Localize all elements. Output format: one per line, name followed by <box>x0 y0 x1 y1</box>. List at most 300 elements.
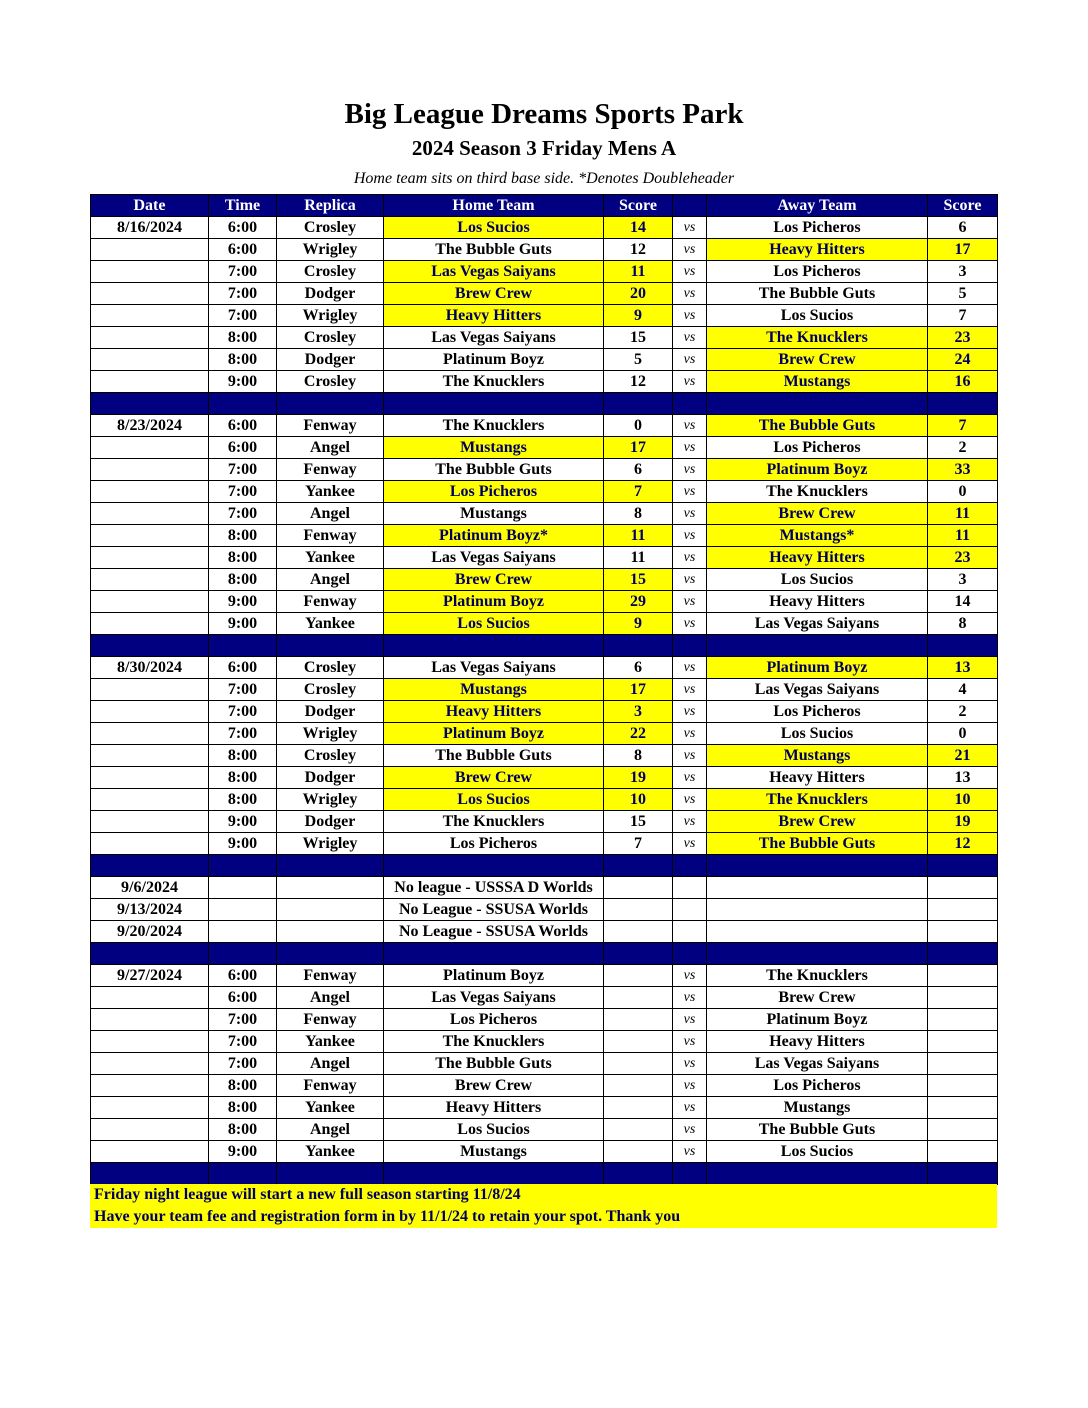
home-team-cell: Mustangs <box>384 437 604 459</box>
away-team-cell: The Knucklers <box>707 481 928 503</box>
date-cell: 9/27/2024 <box>91 965 209 987</box>
home-score-cell: 11 <box>604 547 673 569</box>
replica-cell: Wrigley <box>277 305 384 327</box>
away-team-cell: Los Picheros <box>707 1075 928 1097</box>
vs-cell: vs <box>673 1097 707 1119</box>
vs-cell: vs <box>673 657 707 679</box>
home-team-cell: The Bubble Guts <box>384 1053 604 1075</box>
home-team-cell: Mustangs <box>384 679 604 701</box>
separator-cell <box>91 943 209 965</box>
table-row <box>91 349 998 371</box>
away-score-cell: 11 <box>928 525 998 547</box>
away-score-cell: 7 <box>928 415 998 437</box>
replica-cell: Crosley <box>277 371 384 393</box>
away-team-cell: Mustangs <box>707 745 928 767</box>
time-cell: 7:00 <box>209 503 277 525</box>
table-row <box>91 679 998 701</box>
footer-line-2: Have your team fee and registration form in by 11/1/24 to retain your spot. Thank you <box>94 1208 681 1225</box>
separator-cell <box>707 943 928 965</box>
away-team-cell: Heavy Hitters <box>707 1031 928 1053</box>
home-team-cell: The Knucklers <box>384 811 604 833</box>
away-score-cell: 4 <box>928 679 998 701</box>
vs-cell: vs <box>673 1053 707 1075</box>
table-row <box>91 789 998 811</box>
separator-cell <box>277 393 384 415</box>
away-score-cell <box>928 965 998 987</box>
away-score-cell: 23 <box>928 547 998 569</box>
away-score-cell: 33 <box>928 459 998 481</box>
home-score-cell: 11 <box>604 261 673 283</box>
separator-cell <box>209 855 277 877</box>
table-row <box>91 569 998 591</box>
table-row <box>91 1031 998 1053</box>
separator-cell <box>384 635 604 657</box>
col-time: Time <box>209 195 277 217</box>
home-team-cell: Platinum Boyz <box>384 349 604 371</box>
time-cell: 8:00 <box>209 745 277 767</box>
away-team-cell <box>707 877 928 899</box>
away-score-cell <box>928 1075 998 1097</box>
table-row <box>91 239 998 261</box>
date-cell <box>91 1119 209 1141</box>
home-score-cell <box>604 1141 673 1163</box>
home-team-cell: Brew Crew <box>384 283 604 305</box>
date-cell <box>91 1009 209 1031</box>
header-row <box>91 195 998 217</box>
date-cell: 9/20/2024 <box>91 921 209 943</box>
time-cell <box>209 921 277 943</box>
vs-cell: vs <box>673 327 707 349</box>
time-cell: 7:00 <box>209 261 277 283</box>
away-score-cell <box>928 1097 998 1119</box>
home-team-cell: No League - SSUSA Worlds <box>384 899 604 921</box>
time-cell <box>209 877 277 899</box>
date-cell <box>91 261 209 283</box>
home-team-cell: Las Vegas Saiyans <box>384 547 604 569</box>
col-date: Date <box>91 195 209 217</box>
table-row <box>91 921 998 943</box>
separator-cell <box>384 1163 604 1185</box>
col-replica: Replica <box>277 195 384 217</box>
away-team-cell: The Bubble Guts <box>707 283 928 305</box>
home-score-cell: 10 <box>604 789 673 811</box>
home-score-cell: 15 <box>604 327 673 349</box>
away-team-cell: Las Vegas Saiyans <box>707 613 928 635</box>
table-row <box>91 1009 998 1031</box>
date-cell <box>91 789 209 811</box>
vs-cell: vs <box>673 613 707 635</box>
home-score-cell: 15 <box>604 811 673 833</box>
time-cell: 9:00 <box>209 591 277 613</box>
date-cell <box>91 371 209 393</box>
home-score-cell: 5 <box>604 349 673 371</box>
home-team-cell: Las Vegas Saiyans <box>384 987 604 1009</box>
home-team-cell: Las Vegas Saiyans <box>384 327 604 349</box>
home-team-cell: The Bubble Guts <box>384 239 604 261</box>
schedule-table <box>90 194 998 1185</box>
away-score-cell: 21 <box>928 745 998 767</box>
vs-cell: vs <box>673 371 707 393</box>
home-team-cell: The Bubble Guts <box>384 745 604 767</box>
home-team-cell: Heavy Hitters <box>384 305 604 327</box>
separator-cell <box>209 1163 277 1185</box>
date-cell <box>91 437 209 459</box>
home-team-cell: Los Picheros <box>384 833 604 855</box>
replica-cell: Fenway <box>277 591 384 613</box>
away-score-cell <box>928 1031 998 1053</box>
vs-cell: vs <box>673 569 707 591</box>
separator-row <box>91 635 998 657</box>
away-score-cell: 0 <box>928 481 998 503</box>
away-score-cell: 11 <box>928 503 998 525</box>
away-score-cell: 23 <box>928 327 998 349</box>
time-cell: 9:00 <box>209 1141 277 1163</box>
replica-cell: Crosley <box>277 327 384 349</box>
date-cell <box>91 283 209 305</box>
home-score-cell: 12 <box>604 239 673 261</box>
separator-cell <box>707 393 928 415</box>
replica-cell: Fenway <box>277 525 384 547</box>
time-cell: 6:00 <box>209 657 277 679</box>
table-row <box>91 437 998 459</box>
vs-cell: vs <box>673 745 707 767</box>
replica-cell: Wrigley <box>277 723 384 745</box>
table-row <box>91 503 998 525</box>
away-team-cell: Brew Crew <box>707 987 928 1009</box>
away-team-cell: The Bubble Guts <box>707 1119 928 1141</box>
home-team-cell: Brew Crew <box>384 767 604 789</box>
replica-cell: Dodger <box>277 283 384 305</box>
home-team-cell: Las Vegas Saiyans <box>384 657 604 679</box>
vs-cell: vs <box>673 547 707 569</box>
time-cell: 7:00 <box>209 679 277 701</box>
home-score-cell: 12 <box>604 371 673 393</box>
table-row <box>91 1141 998 1163</box>
time-cell: 8:00 <box>209 789 277 811</box>
date-cell <box>91 745 209 767</box>
away-score-cell: 24 <box>928 349 998 371</box>
away-team-cell: Los Sucios <box>707 569 928 591</box>
time-cell: 7:00 <box>209 305 277 327</box>
home-team-cell: Los Sucios <box>384 217 604 239</box>
away-team-cell <box>707 899 928 921</box>
home-team-cell: Platinum Boyz <box>384 965 604 987</box>
separator-cell <box>384 943 604 965</box>
home-score-cell: 14 <box>604 217 673 239</box>
table-row <box>91 613 998 635</box>
time-cell: 7:00 <box>209 481 277 503</box>
replica-cell: Fenway <box>277 415 384 437</box>
vs-cell: vs <box>673 437 707 459</box>
away-score-cell: 16 <box>928 371 998 393</box>
replica-cell: Dodger <box>277 767 384 789</box>
date-cell: 8/16/2024 <box>91 217 209 239</box>
replica-cell: Yankee <box>277 1097 384 1119</box>
separator-row <box>91 943 998 965</box>
away-team-cell: Brew Crew <box>707 811 928 833</box>
separator-row <box>91 855 998 877</box>
replica-cell: Angel <box>277 1119 384 1141</box>
date-cell <box>91 239 209 261</box>
table-row <box>91 415 998 437</box>
away-team-cell: Platinum Boyz <box>707 1009 928 1031</box>
home-score-cell <box>604 987 673 1009</box>
time-cell: 8:00 <box>209 767 277 789</box>
home-score-cell: 29 <box>604 591 673 613</box>
page-title: Big League Dreams Sports Park <box>344 98 744 130</box>
away-score-cell: 13 <box>928 657 998 679</box>
separator-cell <box>209 943 277 965</box>
away-score-cell: 3 <box>928 569 998 591</box>
away-team-cell: The Knucklers <box>707 789 928 811</box>
home-team-cell: The Knucklers <box>384 1031 604 1053</box>
home-team-cell: The Knucklers <box>384 371 604 393</box>
away-score-cell: 19 <box>928 811 998 833</box>
table-row <box>91 283 998 305</box>
away-team-cell: The Bubble Guts <box>707 833 928 855</box>
separator-cell <box>707 855 928 877</box>
home-team-cell: Platinum Boyz <box>384 591 604 613</box>
away-team-cell: Heavy Hitters <box>707 547 928 569</box>
table-row <box>91 217 998 239</box>
replica-cell: Yankee <box>277 481 384 503</box>
table-row <box>91 745 998 767</box>
table-row <box>91 833 998 855</box>
replica-cell: Angel <box>277 437 384 459</box>
replica-cell <box>277 899 384 921</box>
vs-cell: vs <box>673 811 707 833</box>
replica-cell: Dodger <box>277 811 384 833</box>
home-score-cell <box>604 965 673 987</box>
date-cell <box>91 547 209 569</box>
home-score-cell: 7 <box>604 481 673 503</box>
replica-cell: Crosley <box>277 679 384 701</box>
schedule-note: Home team sits on third base side. *Denotes Doubleheader <box>353 170 735 187</box>
vs-cell: vs <box>673 217 707 239</box>
home-score-cell <box>604 1075 673 1097</box>
replica-cell: Fenway <box>277 459 384 481</box>
away-team-cell: The Knucklers <box>707 965 928 987</box>
vs-cell: vs <box>673 965 707 987</box>
home-team-cell: The Knucklers <box>384 415 604 437</box>
away-score-cell <box>928 1141 998 1163</box>
time-cell: 8:00 <box>209 327 277 349</box>
away-score-cell <box>928 921 998 943</box>
vs-cell: vs <box>673 723 707 745</box>
date-cell <box>91 613 209 635</box>
vs-cell: vs <box>673 481 707 503</box>
vs-cell: vs <box>673 1119 707 1141</box>
away-team-cell: Los Picheros <box>707 217 928 239</box>
home-score-cell: 8 <box>604 503 673 525</box>
col-home-score: Score <box>604 195 673 217</box>
vs-cell: vs <box>673 1141 707 1163</box>
table-row <box>91 481 998 503</box>
time-cell: 8:00 <box>209 1075 277 1097</box>
vs-cell: vs <box>673 1031 707 1053</box>
vs-cell: vs <box>673 503 707 525</box>
time-cell: 9:00 <box>209 613 277 635</box>
away-score-cell <box>928 1053 998 1075</box>
separator-cell <box>707 1163 928 1185</box>
date-cell <box>91 833 209 855</box>
replica-cell: Angel <box>277 569 384 591</box>
col-vs <box>673 195 707 217</box>
away-score-cell <box>928 987 998 1009</box>
home-score-cell: 9 <box>604 613 673 635</box>
vs-cell: vs <box>673 833 707 855</box>
time-cell: 8:00 <box>209 349 277 371</box>
separator-cell <box>928 635 998 657</box>
time-cell: 7:00 <box>209 459 277 481</box>
time-cell: 8:00 <box>209 1119 277 1141</box>
vs-cell: vs <box>673 283 707 305</box>
separator-cell <box>384 855 604 877</box>
table-row <box>91 1119 998 1141</box>
away-team-cell: Los Picheros <box>707 261 928 283</box>
away-team-cell: Los Sucios <box>707 723 928 745</box>
date-cell: 9/6/2024 <box>91 877 209 899</box>
away-team-cell: The Bubble Guts <box>707 415 928 437</box>
home-team-cell: Heavy Hitters <box>384 701 604 723</box>
home-team-cell: Brew Crew <box>384 569 604 591</box>
home-team-cell: The Bubble Guts <box>384 459 604 481</box>
date-cell <box>91 723 209 745</box>
separator-cell <box>277 855 384 877</box>
table-row <box>91 371 998 393</box>
separator-cell <box>91 1163 209 1185</box>
separator-cell <box>928 393 998 415</box>
away-team-cell: Las Vegas Saiyans <box>707 1053 928 1075</box>
vs-cell: vs <box>673 349 707 371</box>
vs-cell: vs <box>673 305 707 327</box>
home-score-cell: 7 <box>604 833 673 855</box>
vs-cell: vs <box>673 1009 707 1031</box>
replica-cell <box>277 877 384 899</box>
separator-cell <box>604 393 673 415</box>
vs-cell: vs <box>673 261 707 283</box>
away-score-cell: 17 <box>928 239 998 261</box>
time-cell: 9:00 <box>209 811 277 833</box>
away-team-cell: Heavy Hitters <box>707 591 928 613</box>
away-team-cell: Mustangs <box>707 371 928 393</box>
home-score-cell <box>604 921 673 943</box>
replica-cell <box>277 921 384 943</box>
separator-cell <box>384 393 604 415</box>
replica-cell: Fenway <box>277 1009 384 1031</box>
col-away-team: Away Team <box>707 195 928 217</box>
time-cell: 6:00 <box>209 965 277 987</box>
time-cell: 6:00 <box>209 437 277 459</box>
table-row <box>91 1053 998 1075</box>
away-team-cell: Los Sucios <box>707 1141 928 1163</box>
time-cell: 7:00 <box>209 283 277 305</box>
away-score-cell: 5 <box>928 283 998 305</box>
away-score-cell: 14 <box>928 591 998 613</box>
vs-cell: vs <box>673 789 707 811</box>
replica-cell: Yankee <box>277 547 384 569</box>
away-team-cell: Los Picheros <box>707 701 928 723</box>
replica-cell: Dodger <box>277 701 384 723</box>
replica-cell: Angel <box>277 987 384 1009</box>
replica-cell: Wrigley <box>277 239 384 261</box>
separator-cell <box>928 1163 998 1185</box>
away-score-cell <box>928 899 998 921</box>
separator-cell <box>277 635 384 657</box>
away-score-cell: 2 <box>928 701 998 723</box>
away-team-cell: Mustangs <box>707 1097 928 1119</box>
date-cell <box>91 1075 209 1097</box>
away-score-cell: 0 <box>928 723 998 745</box>
time-cell: 7:00 <box>209 1031 277 1053</box>
home-score-cell: 17 <box>604 437 673 459</box>
table-row <box>91 1097 998 1119</box>
away-score-cell: 13 <box>928 767 998 789</box>
away-team-cell: The Knucklers <box>707 327 928 349</box>
separator-cell <box>673 855 707 877</box>
home-team-cell: Los Sucios <box>384 789 604 811</box>
home-score-cell <box>604 899 673 921</box>
table-row <box>91 305 998 327</box>
vs-cell: vs <box>673 701 707 723</box>
home-score-cell: 19 <box>604 767 673 789</box>
schedule-body <box>91 217 998 1185</box>
separator-cell <box>928 943 998 965</box>
separator-row <box>91 393 998 415</box>
home-team-cell: Los Sucios <box>384 613 604 635</box>
footer-line-1: Friday night league will start a new full season starting 11/8/24 <box>94 1186 521 1203</box>
away-score-cell: 10 <box>928 789 998 811</box>
away-team-cell: Brew Crew <box>707 349 928 371</box>
table-row <box>91 965 998 987</box>
footer-notice <box>90 1184 997 1228</box>
separator-cell <box>673 635 707 657</box>
away-team-cell: Platinum Boyz <box>707 459 928 481</box>
date-cell <box>91 305 209 327</box>
away-team-cell: Los Sucios <box>707 305 928 327</box>
vs-cell: vs <box>673 459 707 481</box>
home-team-cell: Los Picheros <box>384 1009 604 1031</box>
table-row <box>91 657 998 679</box>
away-score-cell: 2 <box>928 437 998 459</box>
vs-cell: vs <box>673 767 707 789</box>
replica-cell: Wrigley <box>277 833 384 855</box>
away-score-cell <box>928 1009 998 1031</box>
home-team-cell: Los Sucios <box>384 1119 604 1141</box>
date-cell <box>91 591 209 613</box>
home-team-cell: Platinum Boyz <box>384 723 604 745</box>
date-cell <box>91 767 209 789</box>
date-cell <box>91 1031 209 1053</box>
time-cell: 8:00 <box>209 547 277 569</box>
time-cell <box>209 899 277 921</box>
time-cell: 6:00 <box>209 415 277 437</box>
home-score-cell: 20 <box>604 283 673 305</box>
replica-cell: Crosley <box>277 657 384 679</box>
date-cell <box>91 1097 209 1119</box>
time-cell: 9:00 <box>209 371 277 393</box>
replica-cell: Wrigley <box>277 789 384 811</box>
away-score-cell <box>928 1119 998 1141</box>
separator-cell <box>604 943 673 965</box>
vs-cell <box>673 877 707 899</box>
separator-cell <box>604 635 673 657</box>
home-score-cell: 9 <box>604 305 673 327</box>
time-cell: 6:00 <box>209 239 277 261</box>
replica-cell: Yankee <box>277 1141 384 1163</box>
date-cell <box>91 481 209 503</box>
away-team-cell <box>707 921 928 943</box>
